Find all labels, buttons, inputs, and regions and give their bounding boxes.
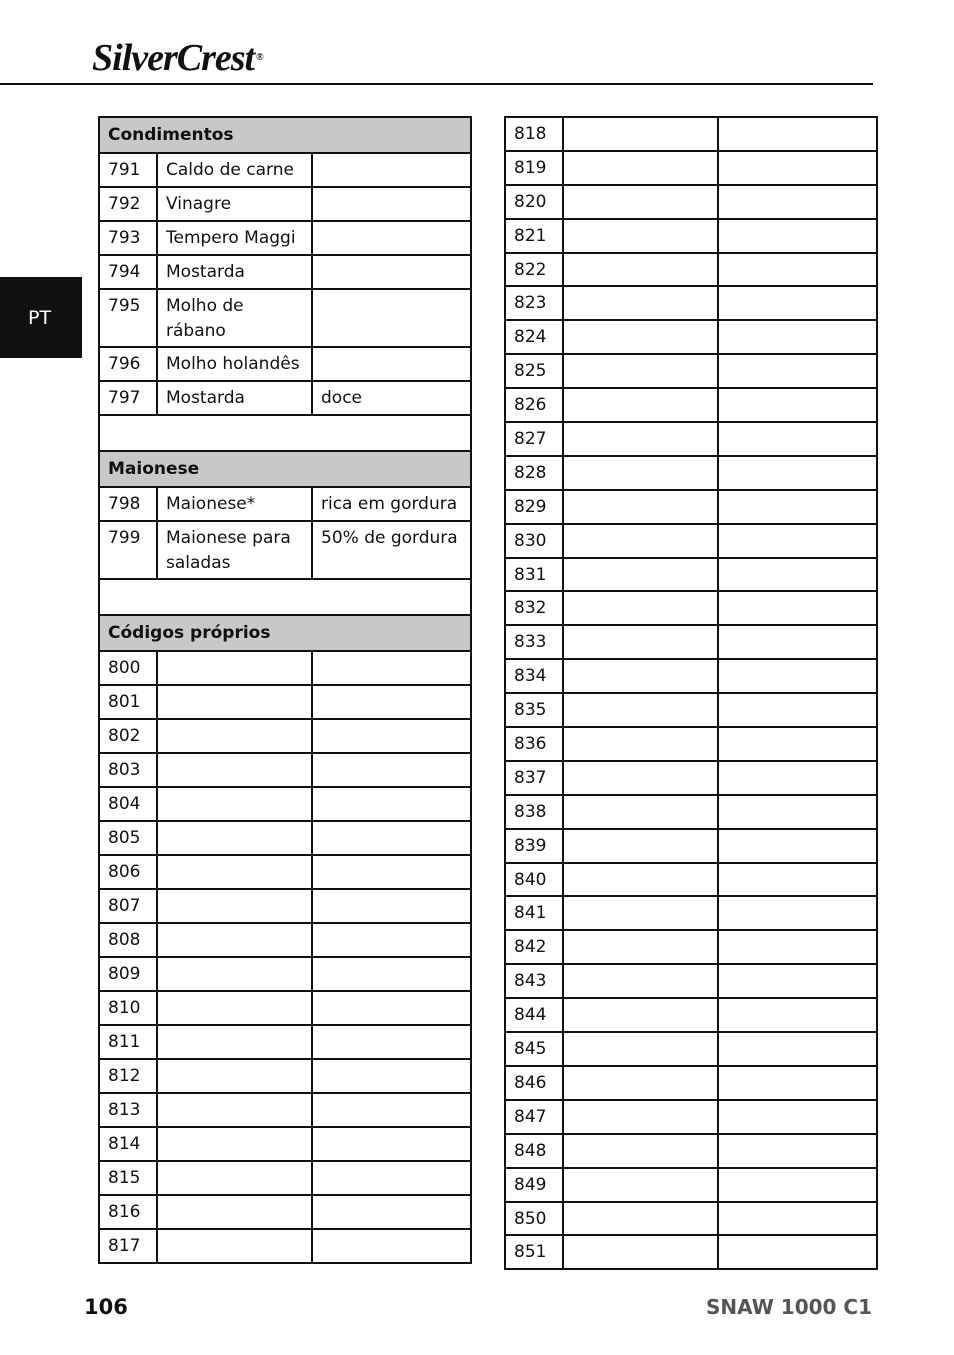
note-cell bbox=[718, 320, 877, 354]
table-row bbox=[505, 185, 877, 219]
name-cell: Mostarda bbox=[157, 255, 312, 289]
section-heading-row bbox=[99, 451, 471, 487]
name-cell: Caldo de carne bbox=[157, 153, 312, 187]
code-cell: 794 bbox=[99, 255, 157, 289]
note-cell bbox=[312, 889, 471, 923]
note-cell bbox=[718, 388, 877, 422]
code-cell: 811 bbox=[99, 1025, 157, 1059]
name-cell bbox=[563, 117, 718, 151]
note-cell bbox=[312, 1161, 471, 1195]
code-cell: 848 bbox=[505, 1134, 563, 1168]
code-cell: 843 bbox=[505, 964, 563, 998]
code-cell: 797 bbox=[99, 381, 157, 415]
note-cell bbox=[312, 821, 471, 855]
note-cell bbox=[312, 1025, 471, 1059]
section-heading-row bbox=[99, 615, 471, 651]
table-row bbox=[505, 320, 877, 354]
note-cell: doce bbox=[312, 381, 471, 415]
blank-cell bbox=[99, 415, 471, 451]
name-cell bbox=[563, 151, 718, 185]
table-row bbox=[505, 964, 877, 998]
name-cell bbox=[563, 693, 718, 727]
note-cell bbox=[312, 957, 471, 991]
note-cell bbox=[718, 1066, 877, 1100]
name-cell bbox=[157, 1025, 312, 1059]
right-table-body bbox=[505, 117, 877, 1269]
code-cell: 826 bbox=[505, 388, 563, 422]
note-cell bbox=[718, 761, 877, 795]
code-cell: 809 bbox=[99, 957, 157, 991]
note-cell bbox=[718, 185, 877, 219]
note-cell bbox=[718, 286, 877, 320]
name-cell bbox=[563, 219, 718, 253]
name-cell bbox=[563, 388, 718, 422]
note-cell bbox=[312, 855, 471, 889]
note-cell bbox=[718, 253, 877, 287]
table-row bbox=[505, 693, 877, 727]
table-row bbox=[99, 991, 471, 1025]
name-cell bbox=[157, 1161, 312, 1195]
code-cell: 793 bbox=[99, 221, 157, 255]
code-cell: 851 bbox=[505, 1235, 563, 1269]
name-cell bbox=[563, 185, 718, 219]
note-cell bbox=[312, 1059, 471, 1093]
section-heading: Códigos próprios bbox=[99, 615, 471, 651]
note-cell bbox=[718, 625, 877, 659]
note-cell: 50% de gordura bbox=[312, 521, 471, 579]
table-row bbox=[99, 1093, 471, 1127]
code-cell: 816 bbox=[99, 1195, 157, 1229]
note-cell bbox=[312, 787, 471, 821]
note-cell bbox=[718, 693, 877, 727]
note-cell bbox=[718, 558, 877, 592]
note-cell bbox=[718, 422, 877, 456]
note-cell bbox=[718, 1134, 877, 1168]
note-cell bbox=[312, 255, 471, 289]
note-cell bbox=[312, 1127, 471, 1161]
note-cell bbox=[718, 896, 877, 930]
code-cell: 810 bbox=[99, 991, 157, 1025]
name-cell bbox=[157, 1093, 312, 1127]
name-cell bbox=[563, 1032, 718, 1066]
name-cell bbox=[563, 1134, 718, 1168]
code-cell: 847 bbox=[505, 1100, 563, 1134]
code-cell: 814 bbox=[99, 1127, 157, 1161]
table-row bbox=[505, 591, 877, 625]
code-cell: 842 bbox=[505, 930, 563, 964]
name-cell bbox=[157, 821, 312, 855]
code-cell: 820 bbox=[505, 185, 563, 219]
table-row bbox=[99, 1059, 471, 1093]
code-cell: 803 bbox=[99, 753, 157, 787]
code-cell: 839 bbox=[505, 829, 563, 863]
code-cell: 845 bbox=[505, 1032, 563, 1066]
table-row bbox=[99, 347, 471, 381]
code-cell: 796 bbox=[99, 347, 157, 381]
code-cell: 850 bbox=[505, 1202, 563, 1236]
name-cell bbox=[563, 727, 718, 761]
name-cell bbox=[157, 1059, 312, 1093]
code-cell: 799 bbox=[99, 521, 157, 579]
name-cell bbox=[157, 753, 312, 787]
code-cell: 808 bbox=[99, 923, 157, 957]
table-row bbox=[505, 388, 877, 422]
table-row bbox=[99, 889, 471, 923]
note-cell bbox=[312, 289, 471, 347]
table-row bbox=[505, 117, 877, 151]
note-cell bbox=[312, 753, 471, 787]
note-cell bbox=[718, 524, 877, 558]
table-row bbox=[99, 651, 471, 685]
table-row bbox=[99, 221, 471, 255]
code-cell: 800 bbox=[99, 651, 157, 685]
name-cell bbox=[157, 651, 312, 685]
note-cell bbox=[312, 153, 471, 187]
table-row bbox=[505, 422, 877, 456]
table-row bbox=[99, 255, 471, 289]
table-row bbox=[99, 753, 471, 787]
table-row bbox=[99, 1025, 471, 1059]
table-row bbox=[505, 930, 877, 964]
table-row bbox=[99, 1127, 471, 1161]
name-cell bbox=[157, 1229, 312, 1263]
left-code-table bbox=[98, 116, 472, 1264]
code-cell: 815 bbox=[99, 1161, 157, 1195]
code-cell: 836 bbox=[505, 727, 563, 761]
table-row bbox=[99, 521, 471, 579]
code-cell: 824 bbox=[505, 320, 563, 354]
code-cell: 838 bbox=[505, 795, 563, 829]
name-cell bbox=[563, 1100, 718, 1134]
note-cell bbox=[718, 727, 877, 761]
code-cell: 817 bbox=[99, 1229, 157, 1263]
code-cell: 834 bbox=[505, 659, 563, 693]
code-cell: 835 bbox=[505, 693, 563, 727]
blank-cell bbox=[99, 579, 471, 615]
name-cell bbox=[563, 625, 718, 659]
model-name: SNAW 1000 C1 bbox=[706, 1295, 872, 1319]
table-row bbox=[505, 625, 877, 659]
note-cell bbox=[718, 1168, 877, 1202]
note-cell bbox=[718, 829, 877, 863]
name-cell bbox=[157, 1195, 312, 1229]
table-row bbox=[505, 659, 877, 693]
right-code-table bbox=[504, 116, 878, 1270]
note-cell bbox=[718, 456, 877, 490]
name-cell bbox=[157, 787, 312, 821]
name-cell: Molho holandês bbox=[157, 347, 312, 381]
code-cell: 825 bbox=[505, 354, 563, 388]
header-rule bbox=[0, 83, 873, 85]
name-cell bbox=[563, 591, 718, 625]
table-row bbox=[99, 1229, 471, 1263]
name-cell bbox=[563, 761, 718, 795]
name-cell: Vinagre bbox=[157, 187, 312, 221]
table-row bbox=[505, 253, 877, 287]
code-cell: 818 bbox=[505, 117, 563, 151]
section-heading-row bbox=[99, 117, 471, 153]
note-cell bbox=[312, 1229, 471, 1263]
name-cell bbox=[563, 964, 718, 998]
name-cell bbox=[563, 1168, 718, 1202]
note-cell bbox=[718, 354, 877, 388]
page-number: 106 bbox=[84, 1295, 128, 1319]
blank-row bbox=[99, 415, 471, 451]
table-row bbox=[505, 761, 877, 795]
table-row bbox=[505, 558, 877, 592]
table-row bbox=[505, 1134, 877, 1168]
table-row bbox=[99, 153, 471, 187]
name-cell bbox=[563, 524, 718, 558]
note-cell bbox=[718, 219, 877, 253]
code-cell: 829 bbox=[505, 490, 563, 524]
note-cell bbox=[718, 591, 877, 625]
note-cell bbox=[718, 1100, 877, 1134]
table-row bbox=[505, 1202, 877, 1236]
name-cell bbox=[157, 1127, 312, 1161]
note-cell bbox=[718, 1202, 877, 1236]
name-cell bbox=[157, 991, 312, 1025]
language-tab bbox=[0, 277, 82, 358]
name-cell bbox=[563, 795, 718, 829]
note-cell bbox=[718, 795, 877, 829]
name-cell bbox=[157, 685, 312, 719]
name-cell bbox=[563, 456, 718, 490]
code-cell: 804 bbox=[99, 787, 157, 821]
code-cell: 840 bbox=[505, 863, 563, 897]
code-cell: 795 bbox=[99, 289, 157, 347]
left-table-body bbox=[99, 117, 471, 1263]
table-row bbox=[99, 289, 471, 347]
note-cell bbox=[718, 1032, 877, 1066]
brand-logo bbox=[92, 38, 263, 78]
registered-mark: ® bbox=[256, 52, 263, 63]
code-cell: 806 bbox=[99, 855, 157, 889]
code-cell: 822 bbox=[505, 253, 563, 287]
note-cell bbox=[718, 490, 877, 524]
note-cell bbox=[312, 187, 471, 221]
name-cell: Maionese para saladas bbox=[157, 521, 312, 579]
note-cell bbox=[718, 998, 877, 1032]
language-label: PT bbox=[28, 306, 52, 329]
name-cell: Mostarda bbox=[157, 381, 312, 415]
table-row bbox=[99, 719, 471, 753]
code-cell: 813 bbox=[99, 1093, 157, 1127]
name-cell bbox=[563, 253, 718, 287]
name-cell bbox=[157, 719, 312, 753]
code-cell: 849 bbox=[505, 1168, 563, 1202]
note-cell bbox=[718, 151, 877, 185]
note-cell bbox=[312, 991, 471, 1025]
table-row bbox=[99, 487, 471, 521]
name-cell bbox=[563, 1202, 718, 1236]
name-cell bbox=[563, 320, 718, 354]
name-cell bbox=[563, 863, 718, 897]
note-cell bbox=[718, 930, 877, 964]
note-cell bbox=[312, 1195, 471, 1229]
table-row bbox=[505, 795, 877, 829]
brand-name: SilverCrest bbox=[92, 37, 255, 79]
name-cell bbox=[563, 354, 718, 388]
name-cell bbox=[563, 1235, 718, 1269]
note-cell bbox=[312, 221, 471, 255]
code-cell: 798 bbox=[99, 487, 157, 521]
code-cell: 831 bbox=[505, 558, 563, 592]
table-row bbox=[505, 456, 877, 490]
name-cell: Maionese* bbox=[157, 487, 312, 521]
table-row bbox=[99, 187, 471, 221]
note-cell bbox=[312, 685, 471, 719]
name-cell bbox=[563, 998, 718, 1032]
code-cell: 833 bbox=[505, 625, 563, 659]
name-cell bbox=[157, 889, 312, 923]
code-cell: 801 bbox=[99, 685, 157, 719]
table-row bbox=[505, 1100, 877, 1134]
blank-row bbox=[99, 579, 471, 615]
code-cell: 846 bbox=[505, 1066, 563, 1100]
name-cell bbox=[563, 896, 718, 930]
name-cell bbox=[563, 422, 718, 456]
table-row bbox=[505, 219, 877, 253]
table-row bbox=[505, 490, 877, 524]
table-row bbox=[99, 685, 471, 719]
table-row bbox=[99, 923, 471, 957]
table-row bbox=[99, 381, 471, 415]
note-cell bbox=[718, 117, 877, 151]
note-cell bbox=[312, 347, 471, 381]
name-cell bbox=[563, 1066, 718, 1100]
table-row bbox=[99, 957, 471, 991]
name-cell: Tempero Maggi bbox=[157, 221, 312, 255]
table-row bbox=[505, 286, 877, 320]
note-cell bbox=[718, 1235, 877, 1269]
table-row bbox=[99, 855, 471, 889]
code-cell: 832 bbox=[505, 591, 563, 625]
code-cell: 812 bbox=[99, 1059, 157, 1093]
note-cell bbox=[312, 923, 471, 957]
code-cell: 805 bbox=[99, 821, 157, 855]
table-row bbox=[505, 1168, 877, 1202]
code-cell: 819 bbox=[505, 151, 563, 185]
name-cell bbox=[157, 957, 312, 991]
code-cell: 823 bbox=[505, 286, 563, 320]
table-row bbox=[99, 1161, 471, 1195]
name-cell: Molho de rábano bbox=[157, 289, 312, 347]
note-cell bbox=[312, 1093, 471, 1127]
table-row bbox=[505, 1066, 877, 1100]
table-row bbox=[505, 1235, 877, 1269]
section-heading: Condimentos bbox=[99, 117, 471, 153]
code-cell: 827 bbox=[505, 422, 563, 456]
note-cell bbox=[718, 964, 877, 998]
name-cell bbox=[563, 829, 718, 863]
section-heading: Maionese bbox=[99, 451, 471, 487]
table-row bbox=[505, 1032, 877, 1066]
code-cell: 802 bbox=[99, 719, 157, 753]
code-cell: 837 bbox=[505, 761, 563, 795]
name-cell bbox=[563, 558, 718, 592]
table-row bbox=[99, 787, 471, 821]
name-cell bbox=[563, 930, 718, 964]
name-cell bbox=[563, 286, 718, 320]
code-cell: 830 bbox=[505, 524, 563, 558]
note-cell bbox=[718, 863, 877, 897]
table-row bbox=[505, 727, 877, 761]
table-row bbox=[505, 998, 877, 1032]
note-cell bbox=[312, 719, 471, 753]
code-cell: 807 bbox=[99, 889, 157, 923]
code-cell: 828 bbox=[505, 456, 563, 490]
code-cell: 791 bbox=[99, 153, 157, 187]
note-cell: rica em gordura bbox=[312, 487, 471, 521]
name-cell bbox=[157, 855, 312, 889]
table-row bbox=[505, 151, 877, 185]
code-cell: 821 bbox=[505, 219, 563, 253]
table-row bbox=[505, 829, 877, 863]
table-row bbox=[99, 821, 471, 855]
table-row bbox=[99, 1195, 471, 1229]
table-row bbox=[505, 863, 877, 897]
note-cell bbox=[718, 659, 877, 693]
table-row bbox=[505, 524, 877, 558]
name-cell bbox=[157, 923, 312, 957]
table-row bbox=[505, 896, 877, 930]
table-row bbox=[505, 354, 877, 388]
name-cell bbox=[563, 659, 718, 693]
code-cell: 844 bbox=[505, 998, 563, 1032]
name-cell bbox=[563, 490, 718, 524]
note-cell bbox=[312, 651, 471, 685]
code-cell: 841 bbox=[505, 896, 563, 930]
code-cell: 792 bbox=[99, 187, 157, 221]
